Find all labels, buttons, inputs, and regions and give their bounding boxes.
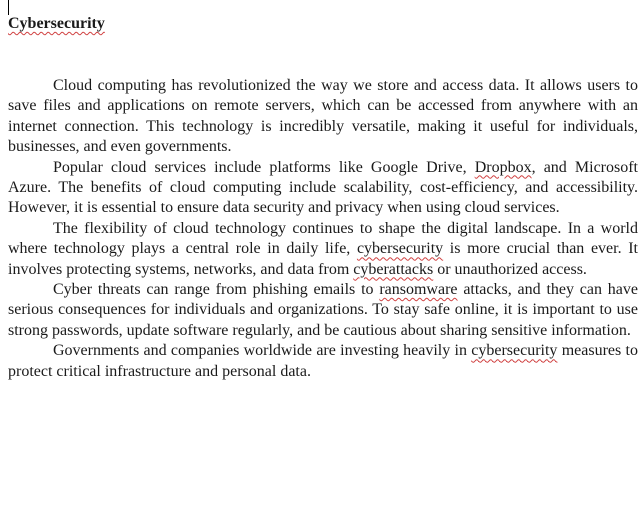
text-cursor xyxy=(8,0,9,15)
paragraph-text: is more crucial than ever. It involves protecting systems, networks, and data from xyxy=(8,240,638,278)
misspelled-word: ransomware xyxy=(379,281,458,299)
paragraph-text: attacks, and they can have serious consequences for individuals and organizations. To stay safe online, it is important to use strong passwords, update software regularly, and be cautious about sharing sensitive information. xyxy=(8,281,638,339)
paragraph[interactable] xyxy=(8,158,638,219)
misspelled-word: cybersecurity xyxy=(471,342,558,360)
misspelled-word: Dropbox xyxy=(474,158,532,176)
document-body[interactable] xyxy=(8,76,638,382)
paragraph-text: Cloud computing has revolutionized the way we store and access data. It allows users to save files and applications on remote servers, which can be accessed from anywhere with an internet connection. This technology is incredibly versatile, making it useful for individuals, businesses, and even governments. xyxy=(8,77,638,156)
paragraph[interactable] xyxy=(8,280,638,341)
paragraph-text: Governments and companies worldwide are investing heavily in xyxy=(53,342,472,360)
paragraph-text: The flexibility of cloud technology continues to shape the digital landscape. In a world where technology plays a central role in daily life, xyxy=(8,219,638,258)
misspelled-word: cybersecurity xyxy=(356,240,444,258)
misspelled-word: cyberattacks xyxy=(353,260,434,278)
document-title[interactable]: Cybersecurity xyxy=(8,15,105,32)
paragraph-text: measures to protect critical infrastructure and personal data. xyxy=(8,342,639,380)
paragraph[interactable] xyxy=(8,76,638,158)
paragraph-text: , and Microsoft Azure. The benefits of cloud computing include scalability, cost-efficiency, and accessibility. However, it is essential to ensure data security and privacy when using cloud services. xyxy=(8,158,639,217)
paragraph[interactable] xyxy=(8,219,638,280)
paragraph-text: Cyber threats can range from phishing emails to xyxy=(53,281,380,299)
paragraph-text: Popular cloud services include platforms like Google Drive, xyxy=(53,158,475,176)
paragraph[interactable] xyxy=(8,341,638,382)
paragraph-text: or unauthorized access. xyxy=(433,260,587,278)
